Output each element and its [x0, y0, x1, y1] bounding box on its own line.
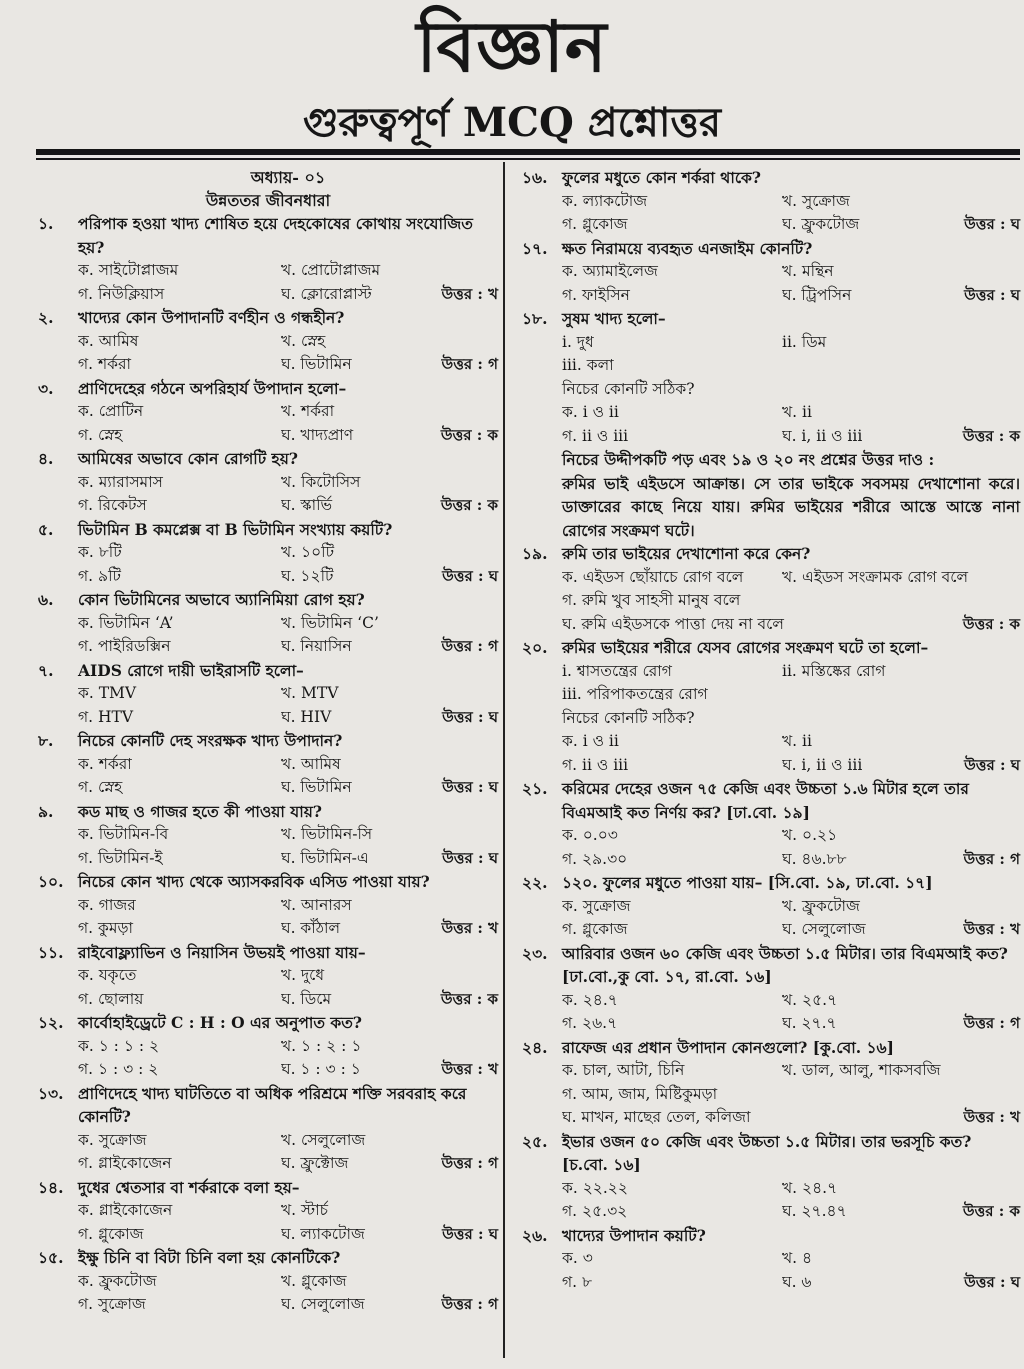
statement: iii. কলা: [562, 356, 614, 374]
option: খ. কিটোসিস: [281, 472, 361, 491]
question-number: ২৪.: [522, 1037, 548, 1057]
right-question-list-bottom: [522, 777, 1020, 1294]
option: গ. ভিটামিন-ই: [78, 848, 163, 867]
option: খ. ১ : ২ : ১: [281, 1036, 362, 1055]
right-column: [522, 166, 1020, 1294]
option: খ. সেলুলোজ: [281, 1130, 366, 1149]
question-number: ৬.: [38, 590, 54, 609]
question-item: [38, 870, 498, 941]
option: ঘ. ৪৬.৮৮: [782, 849, 847, 868]
question-number: ৭.: [38, 660, 54, 680]
question-number: ১৮.: [522, 309, 548, 328]
answer-label: উত্তর : খ: [441, 919, 498, 937]
question-number: ৪.: [38, 449, 54, 468]
option: খ. আমিষ: [281, 754, 341, 773]
statement: i. দুধ: [562, 332, 594, 351]
question-text: AIDS রোগে দায়ী ভাইরাসটি হলো–: [78, 660, 304, 680]
option-grid: [522, 401, 1020, 448]
option: গ. স্নেহ: [78, 425, 123, 444]
question-text: ভিটামিন B কমপ্লেক্স বা B ভিটামিন সংখ্যায় কয়টি?: [78, 519, 393, 539]
question-item: [38, 306, 498, 377]
option: ক. যকৃতে: [78, 966, 137, 984]
question-item: [38, 941, 498, 1012]
option-grid: [38, 1035, 498, 1082]
option: গ. সুক্রোজ: [78, 1295, 146, 1313]
option-grid: [522, 989, 1020, 1036]
statement: ii. ডিম: [782, 332, 827, 351]
question-text: নিচের কোনটি দেহ সংরক্ষক খাদ্য উপাদান?: [78, 731, 343, 750]
question-number: ৩.: [38, 378, 54, 398]
option: খ. ২৫.৭: [782, 990, 838, 1009]
stimulus-text: রুমির ভাই এইডসে আক্রান্ত। সে তার ভাইকে সবসময় দেখাশোনা করে। ডাক্তারের কাছে নিয়ে যায়। রুমির ভাইয়ের শরীরে আস্তে আস্তে নানা রোগের সংক্রমণ ঘটে।: [562, 473, 1020, 540]
question-item: [522, 942, 1020, 1036]
option: খ. ১০টি: [281, 543, 335, 561]
question-item: [38, 1246, 498, 1317]
option: ক. ৩: [562, 1249, 593, 1267]
option: খ. স্নেহ: [281, 331, 326, 350]
option: গ. ৮: [562, 1272, 593, 1291]
option: ক. অ্যামাইলেজ: [562, 262, 658, 280]
answer-label: উত্তর : ঘ: [442, 848, 498, 867]
question-item: [38, 1176, 498, 1247]
question-item: [522, 237, 1020, 308]
question-item: [38, 659, 498, 730]
option: ঘ. ভিটামিন: [281, 355, 352, 373]
option: খ. ফ্রুকটোজ: [782, 896, 860, 915]
option: ক. সাইটোপ্লাজম: [78, 261, 179, 279]
option: ঘ. i, ii ও iii: [782, 755, 863, 774]
question-text: রুমি তার ভাইয়ের দেখাশোনা করে কেন?: [562, 544, 811, 563]
option: ঘ. কাঁঠাল: [281, 919, 341, 937]
question-item: [522, 1130, 1020, 1224]
option: গ. ছোলায়: [78, 989, 144, 1008]
question-number: ২১.: [522, 779, 548, 798]
option: গ. ফাইসিন: [562, 285, 630, 304]
option: গ. গ্লুকোজ: [562, 920, 628, 938]
option: গ. গ্লুকোজ: [562, 215, 628, 233]
option: গ. ii ও iii: [562, 755, 629, 774]
answer-label: উত্তর : ক: [962, 614, 1020, 633]
answer-label: উত্তর : ক: [962, 1202, 1020, 1220]
option: খ. প্রোটোপ্লাজম: [281, 261, 381, 279]
question-text: রুমির ভাইয়ের শরীরে যেসব রোগের সংক্রমণ ঘটে তা হলো–: [562, 638, 929, 657]
option: গ. HTV: [78, 707, 134, 726]
option-grid: [38, 330, 498, 377]
page-subtitle: গুরুত্বপূর্ণ MCQ প্রশ্নোত্তর: [302, 99, 722, 146]
question-number: ৮.: [38, 731, 54, 750]
answer-label: উত্তর : খ: [441, 1060, 498, 1078]
option: গ. আম, জাম, মিষ্টিকুমড়া: [562, 1084, 718, 1103]
stimulus-block: [522, 448, 1020, 542]
option: ঘ. ১ : ৩ : ১: [281, 1060, 361, 1078]
option: ঘ. ল্যাকটোজ: [281, 1224, 365, 1243]
question-number: ১.: [38, 214, 54, 233]
question-text: পরিপাক হওয়া খাদ্য শোষিত হয়ে দেহকোষের কোথায় সংযোজিত হয়?: [78, 214, 473, 257]
question-prompt: নিচের কোনটি সঠিক?: [562, 379, 695, 398]
option: ক. i ও ii: [562, 403, 619, 421]
option: খ. ভিটামিন ‘C’: [281, 613, 379, 632]
question-19: [522, 542, 1020, 636]
option-grid: [38, 612, 498, 659]
option: ক. শর্করা: [78, 754, 132, 773]
option: খ. গ্লুকোজ: [281, 1271, 347, 1290]
answer-label: উত্তর : ঘ: [964, 215, 1020, 233]
option: ঘ. ভিটামিন: [281, 778, 352, 796]
answer-label: উত্তর : গ: [441, 637, 498, 655]
option-grid: [38, 541, 498, 588]
question-text: কার্বোহাইড্রেটে C : H : O এর অনুপাত কত?: [78, 1013, 362, 1032]
page-title: বিজ্ঞান: [416, 5, 608, 88]
option-grid: [522, 730, 1020, 777]
question-number: ১০.: [38, 872, 64, 891]
question-item: [522, 777, 1020, 871]
question-text: প্রাণিদেহে খাদ্য ঘাটতিতে বা অধিক পরিশ্রমে শক্তি সরবরাহ করে কোনটি?: [78, 1083, 467, 1126]
option: গ. রুমি খুব সাহসী মানুষ বলে: [562, 591, 741, 609]
stimulus-instruction: নিচের উদ্দীপকটি পড় এবং ১৯ ও ২০ নং প্রশ্নের উত্তর দাও :: [562, 450, 935, 469]
answer-label: উত্তর : ঘ: [964, 755, 1020, 774]
question-number: ১৯.: [522, 544, 548, 563]
option-grid: [38, 1270, 498, 1317]
question-text: আরিবার ওজন ৬০ কেজি এবং উচ্চতা ১.৫ মিটার। তার বিএমআই কত? [ঢা.বো.,কু বো. ১৭, রা.বো. ১৬]: [562, 943, 1008, 986]
question-20: [522, 636, 1020, 777]
option: খ. ০.২১: [782, 826, 838, 844]
answer-label: উত্তর : ঘ: [442, 778, 498, 796]
option-grid: [38, 964, 498, 1011]
option-grid: [522, 1059, 1020, 1130]
option-grid: [38, 894, 498, 941]
option: গ. স্নেহ: [78, 778, 123, 796]
question-number: ২.: [38, 308, 54, 327]
question-text: নিচের কোন খাদ্য থেকে অ্যাসকরবিক এসিড পাওয়া যায়?: [78, 872, 430, 891]
option: ক. গাজর: [78, 895, 136, 914]
option: খ. এইডস সংক্রামক রোগ বলে: [782, 567, 969, 586]
option: ক. চাল, আটা, চিনি: [562, 1061, 685, 1079]
option: খ. MTV: [281, 684, 339, 702]
question-text: করিমের দেহের ওজন ৭৫ কেজি এবং উচ্চতা ১.৬ মিটার হলে তার বিএমআই কত নির্ণয় কর? [ঢা.বো. ১৯]: [562, 779, 969, 822]
question-text: দুধের শ্বেতসার বা শর্করাকে বলা হয়–: [78, 1177, 300, 1197]
option: ঘ. নিয়াসিন: [281, 637, 352, 655]
option: ঘ. ভিটামিন-এ: [281, 848, 369, 867]
option: ঘ. ট্রিপসিন: [782, 285, 852, 304]
option-grid: [38, 1129, 498, 1176]
option: ঘ. সেলুলোজ: [281, 1295, 365, 1313]
question-number: ১২.: [38, 1013, 64, 1032]
question-item: [522, 166, 1020, 237]
question-number: ২০.: [522, 638, 548, 657]
option: ক. i ও ii: [562, 732, 619, 750]
question-number: ৯.: [38, 801, 54, 821]
option: ঘ. ফ্রুকটোজ: [782, 215, 860, 233]
question-number: ২৩.: [522, 943, 548, 963]
option-grid: [522, 824, 1020, 871]
chapter-name: উন্নততর জীবনধারা: [205, 191, 331, 210]
question-text: কড মাছ ও গাজর হতে কী পাওয়া যায়?: [78, 801, 322, 821]
option: গ. রিকেটস: [78, 496, 147, 514]
option: ক. ফ্রুকটোজ: [78, 1271, 157, 1290]
option: ক. ভিটামিন ‘A’: [78, 613, 174, 632]
header-rule-thin: [36, 158, 1020, 160]
option: ঘ. ২৭.৭: [782, 1014, 837, 1032]
question-item: [38, 588, 498, 659]
option: ক. আমিষ: [78, 331, 139, 350]
question-text: কোন ভিটামিনের অভাবে অ্যানিমিয়া রোগ হয়?: [78, 590, 365, 609]
option: গ. ১ : ৩ : ২: [78, 1060, 159, 1078]
option: গ. ii ও iii: [562, 426, 629, 445]
option: গ. ২৫.৩২: [562, 1202, 628, 1220]
question-text: খাদ্যের উপাদান কয়টি?: [562, 1225, 706, 1245]
option: খ. ৪: [782, 1249, 813, 1267]
option: খ. ii: [782, 403, 812, 421]
option: গ. ৯টি: [78, 566, 121, 585]
option: গ. পাইরিডক্সিন: [78, 637, 171, 655]
option-grid: [522, 613, 1020, 637]
question-text: প্রাণিদেহের গঠনে অপরিহার্য উপাদান হলো–: [78, 378, 347, 398]
option: ক. সুক্রোজ: [562, 896, 631, 915]
left-column: [38, 166, 498, 1317]
option: ক. ৮টি: [78, 543, 122, 561]
statement-grid: [522, 660, 1020, 707]
question-item: [38, 1011, 498, 1082]
question-number: ১৬.: [522, 168, 548, 187]
question-text: রাফেজ এর প্রধান উপাদান কোনগুলো? [কু.বো. ১৬]: [562, 1037, 894, 1057]
question-item: [522, 1036, 1020, 1130]
header-rule-thick: [36, 149, 1020, 155]
question-item: [38, 800, 498, 871]
option: খ. শর্করা: [281, 402, 335, 420]
option-grid: [522, 566, 1020, 590]
option: ক. ২২.২২: [562, 1178, 628, 1197]
column-divider: [503, 162, 505, 1358]
option: খ. ২৪.৭: [782, 1178, 838, 1197]
question-18: [522, 307, 1020, 448]
option: গ. ২৬.৭: [562, 1014, 618, 1032]
answer-label: উত্তর : ঘ: [442, 707, 498, 726]
answer-label: উত্তর : খ: [963, 1108, 1020, 1126]
question-item: [522, 871, 1020, 942]
answer-label: উত্তর : গ: [963, 1014, 1020, 1032]
option: ক. ল্যাকটোজ: [562, 191, 648, 210]
question-number: ১৭.: [522, 238, 548, 258]
statement: i. শ্বাসতন্ত্রের রোগ: [562, 661, 672, 680]
option: খ. সুক্রোজ: [782, 191, 850, 210]
option: গ. শর্করা: [78, 355, 132, 373]
answer-label: উত্তর : ক: [962, 426, 1020, 445]
option: ঘ. সেলুলোজ: [782, 920, 866, 938]
option-grid: [38, 400, 498, 447]
option: গ. কুমড়া: [78, 919, 134, 937]
answer-label: উত্তর : গ: [441, 1295, 498, 1313]
option: ঘ. ১২টি: [281, 566, 334, 585]
question-text: ইক্ষু চিনি বা বিটা চিনি বলা হয় কোনটিকে?: [78, 1248, 341, 1267]
question-item: [38, 377, 498, 448]
right-question-list-top: [522, 166, 1020, 307]
option: গ. নিউক্লিয়াস: [78, 284, 165, 303]
question-number: ২২.: [522, 873, 548, 892]
option: গ. গ্লাইকোজেন: [78, 1154, 172, 1172]
option: ঘ. রুমি এইডসকে পাত্তা দেয় না বলে: [562, 614, 784, 633]
option-grid: [38, 471, 498, 518]
option: ঘ. ৬: [782, 1272, 812, 1291]
question-number: ২৬.: [522, 1225, 548, 1245]
option: ঘ. মাখন, মাছের তেল, কলিজা: [562, 1108, 751, 1126]
question-text: ইভার ওজন ৫০ কেজি এবং উচ্চতা ১.৫ মিটার। তার ভরসূচি কত? [চ.বো. ১৬]: [562, 1131, 972, 1174]
option: ক. এইডস ছোঁয়াচে রোগ বলে: [562, 567, 744, 586]
answer-label: উত্তর : ঘ: [442, 1224, 498, 1243]
option-grid: [522, 190, 1020, 237]
option-grid: [522, 260, 1020, 307]
option: ঘ. খাদ্যপ্রাণ: [281, 425, 354, 444]
option: ঘ. স্কার্ভি: [281, 496, 333, 514]
option: ক. সুক্রোজ: [78, 1130, 147, 1149]
option: খ. স্টার্চ: [281, 1201, 328, 1219]
question-item: [38, 212, 498, 306]
question-item: [38, 729, 498, 800]
answer-label: উত্তর : ঘ: [442, 566, 498, 585]
option: খ. ভিটামিন-সি: [281, 825, 373, 843]
question-text: ক্ষত নিরাময়ে ব্যবহৃত এনজাইম কোনটি?: [562, 238, 813, 258]
chapter-label: অধ্যায়- ০১: [250, 168, 326, 187]
question-item: [522, 1224, 1020, 1295]
answer-label: উত্তর : ক: [440, 425, 498, 444]
option-grid: [522, 1247, 1020, 1294]
option: ক. প্রোটিন: [78, 402, 144, 420]
option: ক. গ্লাইকোজেন: [78, 1201, 173, 1219]
answer-label: উত্তর : ঘ: [964, 285, 1020, 304]
option: ঘ. ক্লোরোপ্লাস্ট: [281, 284, 372, 303]
statement: iii. পরিপাকতন্ত্রের রোগ: [562, 685, 708, 703]
option: ক. ম্যারাসমাস: [78, 472, 163, 491]
left-question-list: [38, 212, 498, 1317]
question-item: [38, 1082, 498, 1176]
option-grid: [38, 1199, 498, 1246]
option-grid: [522, 1177, 1020, 1224]
option: ঘ. HIV: [281, 707, 332, 726]
option: গ. গ্লুকোজ: [78, 1224, 144, 1243]
option-grid: [38, 753, 498, 800]
option: ক. ভিটামিন-বি: [78, 825, 169, 843]
answer-label: উত্তর : ঘ: [964, 1272, 1020, 1291]
option-grid: [522, 895, 1020, 942]
option: খ. ii: [782, 732, 812, 750]
option: ক. ১ : ১ : ২: [78, 1036, 160, 1055]
option: ক. TMV: [78, 684, 137, 702]
question-item: [38, 518, 498, 589]
option-grid: [38, 682, 498, 729]
option: ক. ০.০৩: [562, 826, 618, 844]
question-text: রাইবোফ্ল্যাভিন ও নিয়াসিন উভয়ই পাওয়া যায়–: [78, 942, 366, 962]
statement: ii. মস্তিষ্কের রোগ: [782, 661, 886, 680]
answer-label: উত্তর : খ: [963, 920, 1020, 938]
question-number: ১৫.: [38, 1248, 64, 1267]
question-number: ১৪.: [38, 1177, 64, 1197]
question-text: খাদ্যের কোন উপাদানটি বর্ণহীন ও গন্ধহীন?: [78, 308, 345, 327]
question-text: ফুলের মধুতে কোন শর্করা থাকে?: [562, 168, 761, 187]
question-text: সুষম খাদ্য হলো–: [562, 309, 666, 328]
option: খ. আনারস: [281, 895, 352, 914]
answer-label: উত্তর : গ: [441, 355, 498, 373]
option: ক. ২৪.৭: [562, 990, 618, 1009]
option-grid: [38, 259, 498, 306]
answer-label: উত্তর : ক: [440, 496, 498, 514]
answer-label: উত্তর : ক: [440, 989, 498, 1008]
question-text: আমিষের অভাবে কোন রোগটি হয়?: [78, 449, 298, 468]
option: গ. ২৯.৩০: [562, 849, 628, 868]
answer-label: উত্তর : গ: [441, 1154, 498, 1172]
statement-grid: [522, 331, 1020, 378]
question-prompt: নিচের কোনটি সঠিক?: [562, 708, 695, 727]
option: ঘ. ডিমে: [281, 989, 332, 1008]
option: ঘ. ফ্রুক্টোজ: [281, 1154, 349, 1172]
option: ঘ. i, ii ও iii: [782, 426, 863, 445]
option: খ. মন্থিন: [782, 262, 834, 280]
question-number: ১৩.: [38, 1083, 64, 1103]
option-grid: [38, 823, 498, 870]
question-number: ২৫.: [522, 1131, 548, 1151]
option: ঘ. ২৭.৪৭: [782, 1202, 847, 1220]
question-text: ১২০. ফুলের মধুতে পাওয়া যায়– [সি.বো. ১৯, ঢা.বো. ১৭]: [562, 873, 933, 892]
question-number: ৫.: [38, 519, 54, 539]
answer-label: উত্তর : গ: [963, 849, 1020, 868]
question-number: ১১.: [38, 942, 64, 962]
option: খ. দুধে: [281, 966, 325, 984]
option: খ. ডাল, আলু, শাকসবজি: [782, 1061, 941, 1079]
answer-label: উত্তর : খ: [441, 284, 498, 303]
question-item: [38, 447, 498, 518]
